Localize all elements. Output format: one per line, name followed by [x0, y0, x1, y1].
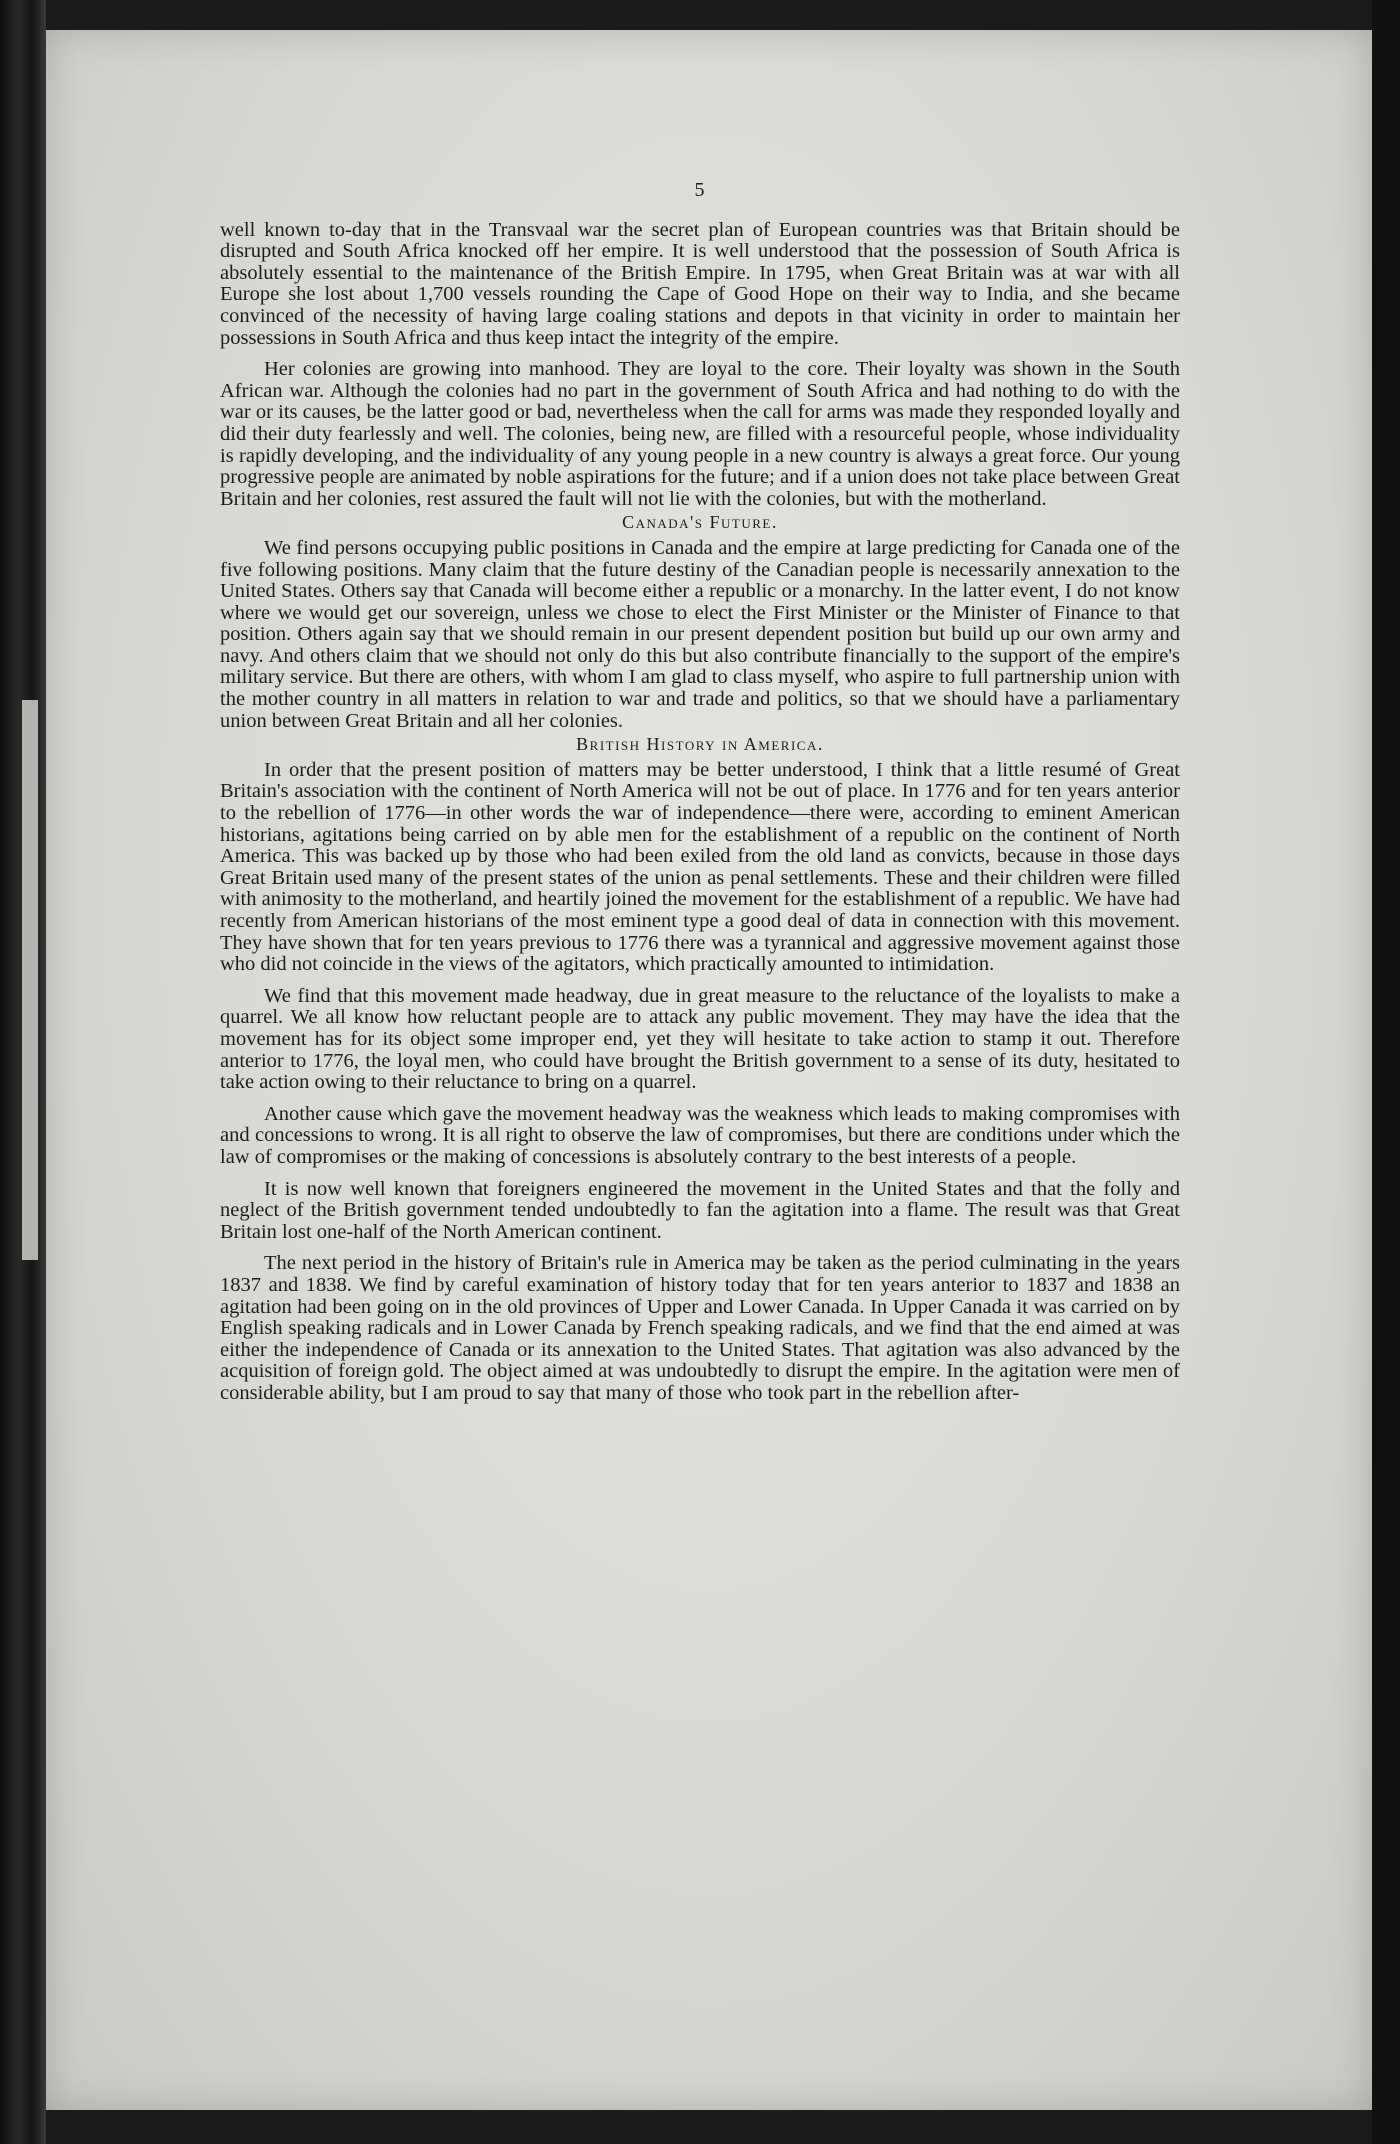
paragraph: We find persons occupying public positions in Canada and the empire at large predicting for Canada one of the five following positions. Many claim that the future destiny of the Canadian people is necessarily annexation to the United States. Others say that Canada will become either a republic or a monarchy. In the latter event, I do not know where we would get our sovereign, unless we chose to elect the First Minister or the Minister of Finance to that position. Others again say that we should remain in our present dependent position but build up our own army and navy. And others claim that we should not only do this but also contribute financially to the support of the empire's military service. But there are others, with whom I am glad to class myself, who aspire to full partnership union with the mother country in all matters in relation to war and trade and politics, so that we should have a parliamentary union between Great Britain and all her colonies. — [220, 536, 1180, 732]
paragraph: Another cause which gave the movement headway was the weakness which leads to making compromises with and concessions to wrong. It is all right to observe the law of compromises, but there are conditions under which the law of compromises or the making of concessions is absolutely contrary to the best interests of a people. — [220, 1102, 1180, 1168]
paragraph: Her colonies are growing into manhood. They are loyal to the core. Their loyalty was shown in the South African war. Although the colonies had no part in the government of South Africa and had nothing to do with the war or its causes, be the latter good or bad, nevertheless when the call for arms was made they responded loyally and did their duty fearlessly and well. The colonies, being new, are filled with a resourceful people, whose individuality is rapidly developing, and the individuality of any young people in a new country is always a great force. Our young progressive people are animated by noble aspirations for the future; and if a union does not take place between Great Britain and her colonies, rest assured the fault will not lie with the colonies, but with the motherland. — [220, 358, 1180, 510]
paragraph: The next period in the history of Britain's rule in America may be taken as the period culminating in the years 1837 and 1838. We find by careful examination of history today that for ten years anterior to 1837 and 1838 an agitation had been going on in the old provinces of Upper and Lower Canada. In Upper Canada it was carried on by English speaking radicals and in Lower Canada by French speaking radicals, and we find that the end aimed at was either the independence of Canada or its annexation to the United States. That agitation was also advanced by the acquisition of foreign gold. The object aimed at was undoubtedly to disrupt the empire. In the agitation were men of considerable ability, but I am proud to say that many of those who took part in the rebellion after- — [220, 1252, 1180, 1404]
paragraph: In order that the present position of matters may be better understood, I think that a little resumé of Great Britain's association with the continent of North America will not be out of place. In 1776 and for ten years anterior to the rebellion of 1776—in other words the war of independence—there were, according to eminent American historians, agitations being carried on by able men for the establishment of a republic on the continent of North America. This was backed up by those who had been exiled from the old land as convicts, because in those days Great Britain used many of the present states of the union as penal settlements. These and their children were filled with animosity to the motherland, and heartily joined the movement for the establishment of a republic. We have had recently from American historians of the most eminent type a good deal of data in connection with this movement. They have shown that for ten years previous to 1776 there was a tyrannical and aggressive movement against those who did not coincide in the views of the agitators, which practically amounted to intimidation. — [220, 758, 1180, 976]
paragraph: We find that this movement made headway, due in great measure to the reluctance of the loyalists to make a quarrel. We all know how reluctant people are to attack any public movement. They may have the idea that the movement has for its object some improper end, yet they will hesitate to take action to stamp it out. Therefore anterior to 1776, the loyal men, who could have brought the British government to a sense of its duty, hesitated to take action owing to their reluctance to bring on a quarrel. — [220, 984, 1180, 1094]
book-binding-edge — [0, 0, 46, 2144]
paragraph: well known to-day that in the Transvaal war the secret plan of European countries was that Britain should be disrupted and South Africa knocked off her empire. It is well understood that the possession of South Africa is absolutely essential to the maintenance of the British Empire. In 1795, when Great Britain was at war with all Europe she lost about 1,700 vessels rounding the Cape of Good Hope on their way to India, and she became convinced of the necessity of having large coaling stations and depots in that vicinity in order to maintain her possessions in South Africa and thus keep intact the integrity of the empire. — [220, 218, 1180, 349]
section-heading-british-history: British History in America. — [576, 734, 824, 755]
binding-notch — [22, 700, 38, 1260]
paragraph: It is now well known that foreigners engineered the movement in the United States and that the folly and neglect of the British government tended undoubtedly to fan the agitation into a flame. The result was that Great Britain lost one-half of the North American continent. — [220, 1177, 1180, 1243]
scan-right-edge — [1372, 0, 1400, 2144]
page-number: 5 — [694, 179, 706, 201]
section-heading-canadas-future: Canada's Future. — [622, 512, 778, 533]
page-text — [220, 180, 1180, 1404]
